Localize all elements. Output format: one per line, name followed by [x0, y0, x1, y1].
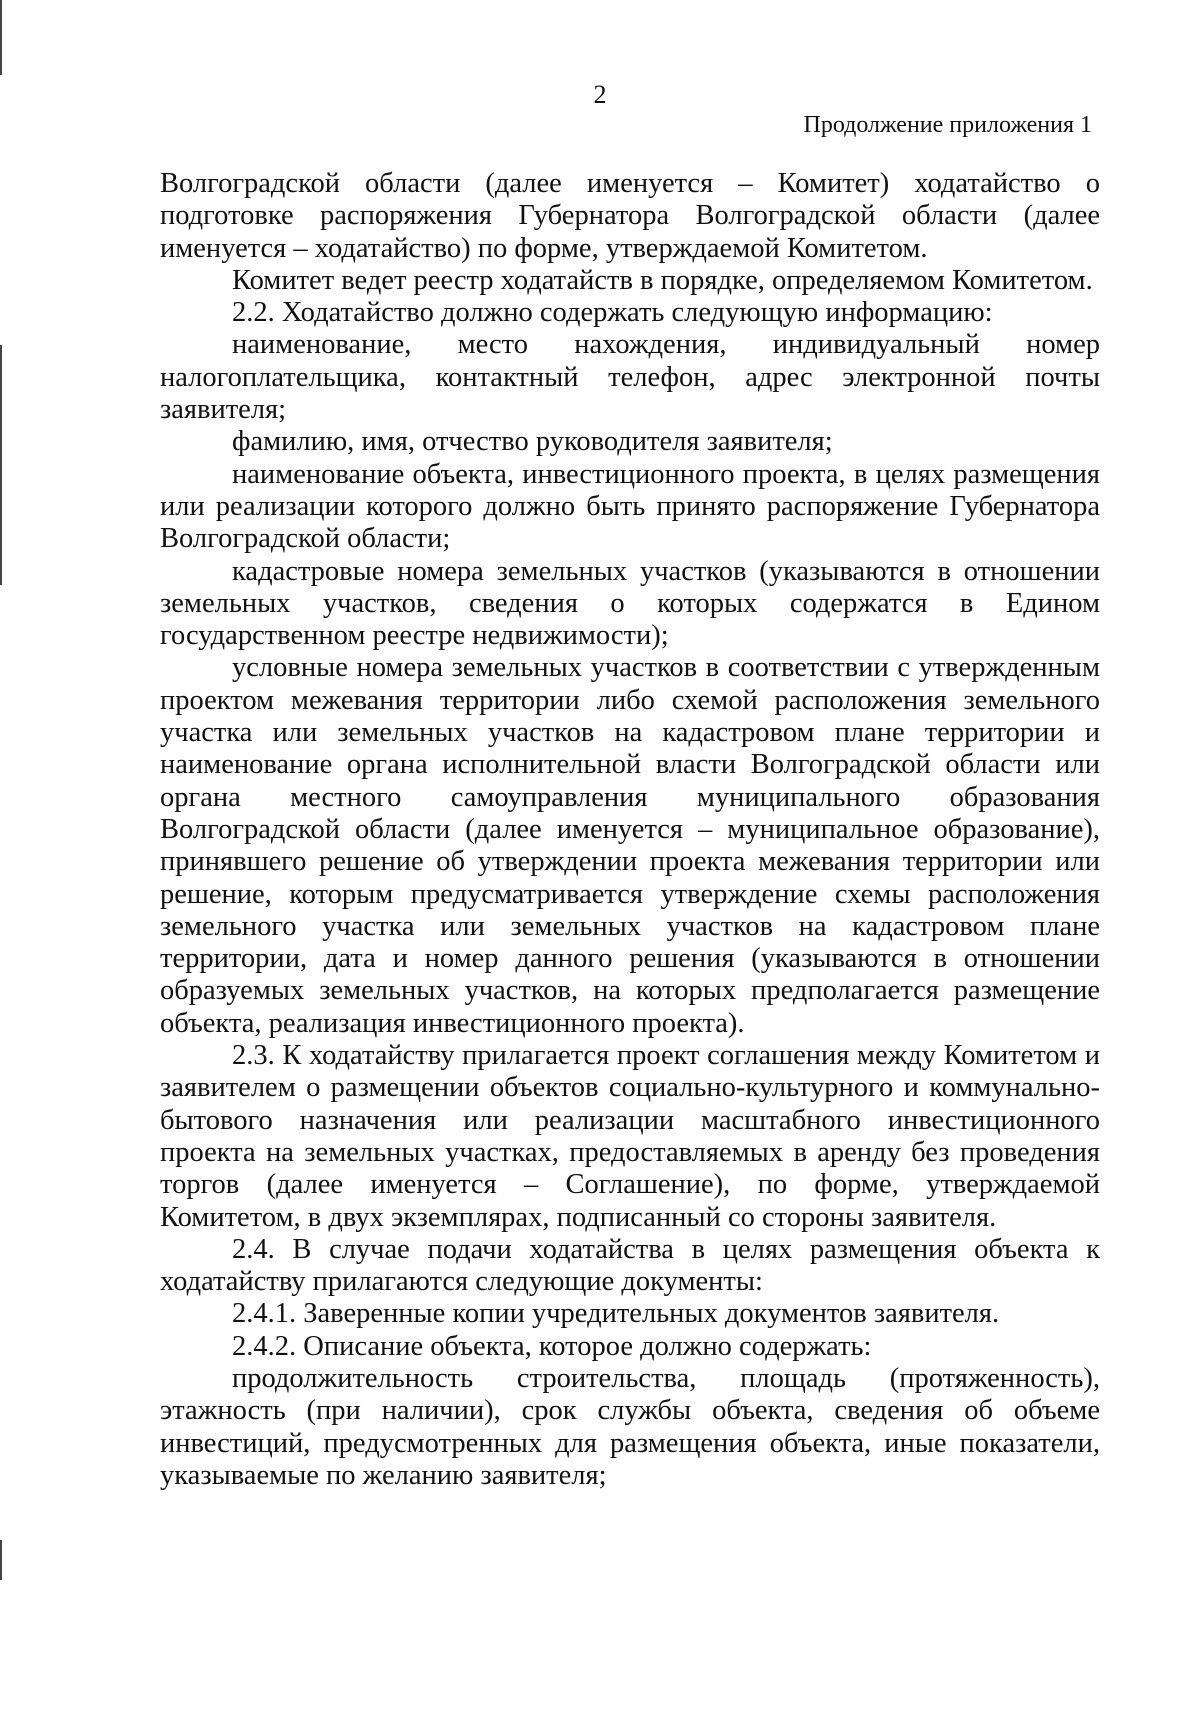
page-number: 2 — [593, 80, 607, 109]
paragraph: наименование, место нахождения, индивидуальный номер налогоплательщика, контактный телефон, адрес электронной почты заявителя; — [160, 329, 1100, 426]
scan-edge-mark — [0, 0, 2, 75]
section-2-2-heading: 2.2. Ходатайство должно содержать следующую информацию: — [232, 297, 993, 329]
document-body — [160, 168, 1100, 1492]
section-2-4-2-paragraph: 2.4.2. Описание объекта, которое должно содержать: — [232, 1330, 872, 1362]
paragraph: Волгоградской области (далее именуется – Комитет) ходатайство о подготовке распоряжения Губернатора Волгоградской области (далее именуется – ходатайство) по форме, утверждаемой Комитетом. — [160, 168, 1100, 264]
paragraph: наименование объекта, инвестиционного проекта, в целях размещения или реализации которого должно быть принято распоряжение Губернатора Волгоградской области; — [160, 458, 1100, 555]
paragraph: продолжительность строительства, площадь (протяженность), этажность (при наличии), срок службы объекта, сведения об объеме инвестиций, предусмотренных для размещения объекта, иные показатели, указываемые по желанию заявителя; — [160, 1362, 1100, 1491]
paragraph: Комитет ведет реестр ходатайств в порядке, определяемом Комитетом. — [232, 264, 1093, 296]
section-2-4-1-paragraph: 2.4.1. Заверенные копии учредительных документов заявителя. — [232, 1298, 1000, 1330]
section-2-4-paragraph: 2.4. В случае подачи ходатайства в целях размещения объекта к ходатайству прилагаются следующие документы: — [160, 1233, 1100, 1298]
scan-edge-mark — [0, 1540, 2, 1580]
paragraph: фамилию, имя, отчество руководителя заявителя; — [232, 426, 833, 458]
section-2-3-paragraph: 2.3. К ходатайству прилагается проект соглашения между Комитетом и заявителем о размещении объектов социально-культурного и коммунально-бытового назначения или реализации масштабного инвестиционного проекта на земельных участках, предоставляемых в аренду без проведения торгов (далее именуется – Соглашение), по форме, утверждаемой Комитетом, в двух экземплярах, подписанный со стороны заявителя. — [160, 1040, 1100, 1233]
paragraph: условные номера земельных участков в соответствии с утвержденным проектом межевания территории либо схемой расположения земельного участка или земельных участков на кадастровом плане территории и наименование органа исполнительной власти Волгоградской области или органа местного самоуправления муниципального образования Волгоградской области (далее именуется – муниципальное образование), принявшего решение об утверждении проекта межевания территории или решение, которым предусматривается утверждение схемы расположения земельного участка или земельных участков на кадастровом плане территории, дата и номер данного решения (указываются в отношении образуемых земельных участков, на которых предполагается размещение объекта, реализация инвестиционного проекта). — [160, 652, 1100, 1039]
appendix-continuation-label: Продолжение приложения 1 — [803, 112, 1092, 138]
paragraph: кадастровые номера земельных участков (указываются в отношении земельных участков, сведения о которых содержатся в Едином государственном реестре недвижимости); — [160, 555, 1100, 652]
scan-edge-mark — [0, 345, 2, 585]
